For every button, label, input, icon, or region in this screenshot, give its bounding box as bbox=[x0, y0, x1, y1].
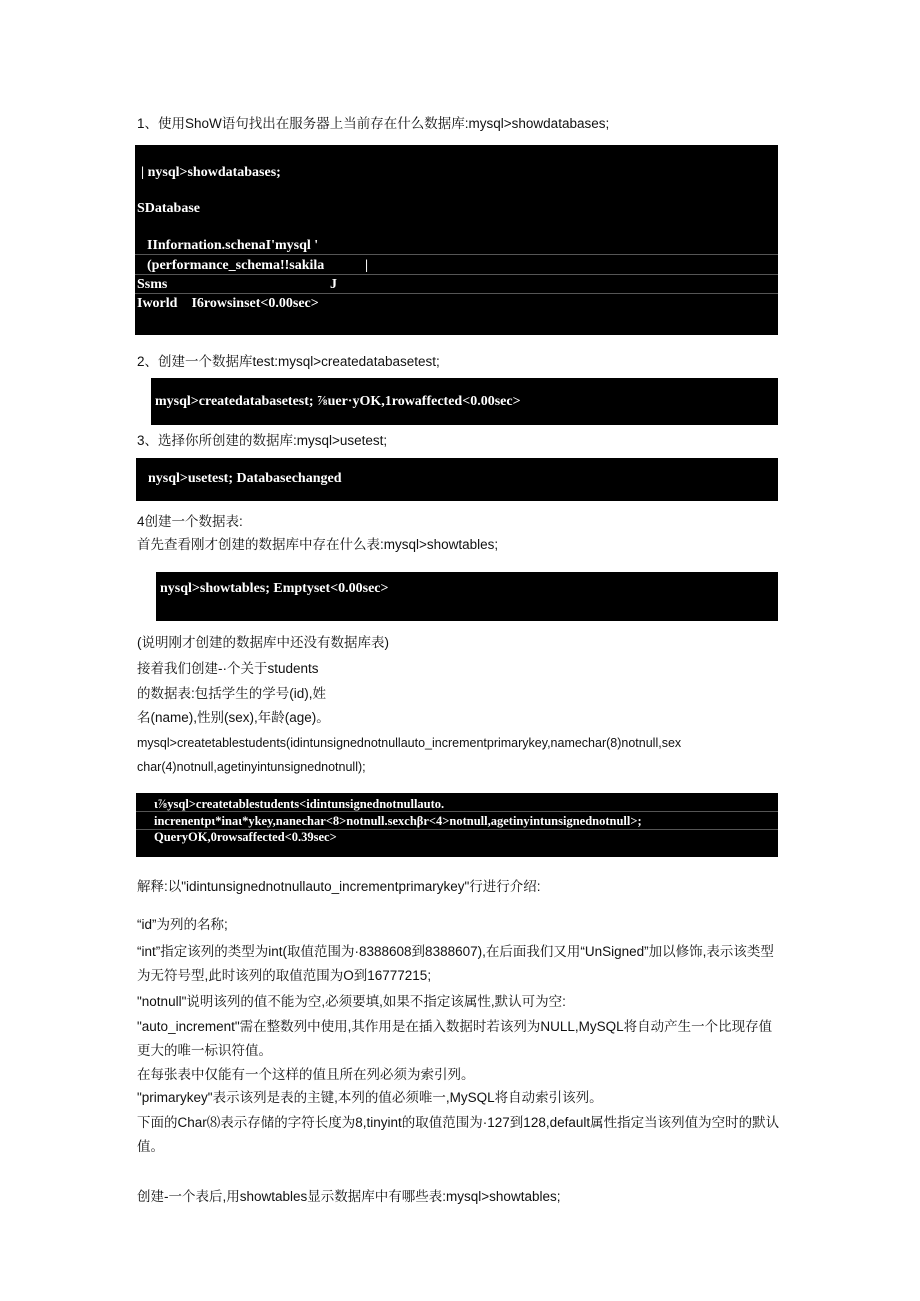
terminal-line: | bbox=[365, 258, 369, 273]
terminal-line: QueryOK,0rowsaffected<0.39sec> bbox=[154, 830, 337, 844]
explanation-notnull: "notnull"说明该列的值不能为空,必须要填,如果不指定该属性,默认可为空: bbox=[137, 994, 566, 1009]
terminal-show-databases bbox=[135, 145, 778, 335]
terminal-line: ι⅞ysql>createtablestudents<idintunsignednotnullauto. bbox=[154, 797, 445, 811]
explanation-char: 下面的Char⑻表示存储的字符长度为8,tinyint的取值范围为·127到128,default属性指定当该列值为空时的默认值。 bbox=[137, 1115, 780, 1154]
terminal-divider bbox=[135, 293, 778, 294]
section3-heading: 3、选择你所创建的数据库:mysql>usetest; bbox=[137, 433, 388, 448]
paragraph-line: 接着我们创建-·个关于students bbox=[137, 661, 319, 676]
paragraph-line: 的数据表:包括学生的学号(id),姓 bbox=[137, 686, 326, 701]
paragraph-line: 名(name),性别(sex),年龄(age)。 bbox=[137, 710, 330, 725]
terminal-divider bbox=[135, 254, 778, 255]
section2-heading: 2、创建一个数据库test:mysql>createdatabasetest; bbox=[137, 354, 440, 369]
terminal-line: mysql>createdatabasetest; ⅞uer·yOK,1rowaffected<0.00sec> bbox=[155, 394, 521, 409]
explanation-int: “int”指定该列的类型为int(取值范围为·8388608到8388607),在后面我们又用“UnSigned”加以修饰,表示该类型为无符号型,此时该列的取值范围为O到16777215; bbox=[137, 944, 774, 983]
sql-command-line: char(4)notnull,agetinyintunsignednotnull); bbox=[137, 760, 366, 774]
section4-line: 首先查看刚才创建的数据库中存在什么表:mysql>showtables; bbox=[137, 537, 499, 552]
section4-heading: 4创建一个数据表: bbox=[137, 514, 243, 529]
explanation-primary-key: "primarykey"表示该列是表的主键,本列的值必须唯一,MySQL将自动索引该列。 bbox=[137, 1090, 603, 1105]
terminal-line: SDatabase bbox=[137, 201, 201, 216]
section1-heading: 1、使用ShoW语句找出在服务器上当前存在什么数据库:mysql>showdatabases; bbox=[137, 116, 610, 131]
terminal-line: Ssms bbox=[137, 277, 168, 292]
terminal-line: increnentpι*inaι*ykey,nanechar<8>notnull.sexchβr<4>notnull,agetinyintunsignednotnull>; bbox=[154, 814, 642, 828]
terminal-create-table bbox=[136, 793, 778, 857]
terminal-line: | nysql>showdatabases; bbox=[141, 165, 281, 180]
explanation-auto-increment: "auto_increment"需在整数列中使用,其作用是在插入数据时若该列为NULL,MySQL将自动产生一个比现存值更大的唯一标识符值。 bbox=[137, 1019, 773, 1058]
explanation-id: “id”为列的名称; bbox=[137, 917, 228, 932]
terminal-divider bbox=[135, 274, 778, 275]
explanation-index: 在每张表中仅能有一个这样的值且所在列必须为索引列。 bbox=[137, 1067, 475, 1082]
terminal-line: J bbox=[330, 277, 337, 292]
terminal-create-database bbox=[151, 378, 778, 425]
terminal-line: Iworld I6rowsinset<0.00sec> bbox=[137, 296, 319, 311]
note-text: (说明刚才创建的数据库中还没有数据库表) bbox=[137, 635, 389, 650]
explanation-title: 解释:以"idintunsignednotnullauto_incrementprimarykey"行进行介绍: bbox=[137, 879, 541, 894]
terminal-use-database bbox=[136, 458, 778, 501]
terminal-line: nysql>showtables; Emptyset<0.00sec> bbox=[160, 581, 389, 596]
final-line: 创建-一个表后,用showtables显示数据库中有哪些表:mysql>showtables; bbox=[137, 1189, 561, 1204]
terminal-line: (performance_schema!!sakila bbox=[147, 258, 325, 273]
terminal-show-tables bbox=[156, 572, 778, 621]
terminal-line: nysql>usetest; Databasechanged bbox=[148, 471, 342, 486]
terminal-line: IInfornation.schenaI'mysql ' bbox=[147, 238, 319, 253]
sql-command-line: mysql>createtablestudents(idintunsignednotnullauto_incrementprimarykey,namechar(8)notnull,sex bbox=[137, 736, 682, 750]
